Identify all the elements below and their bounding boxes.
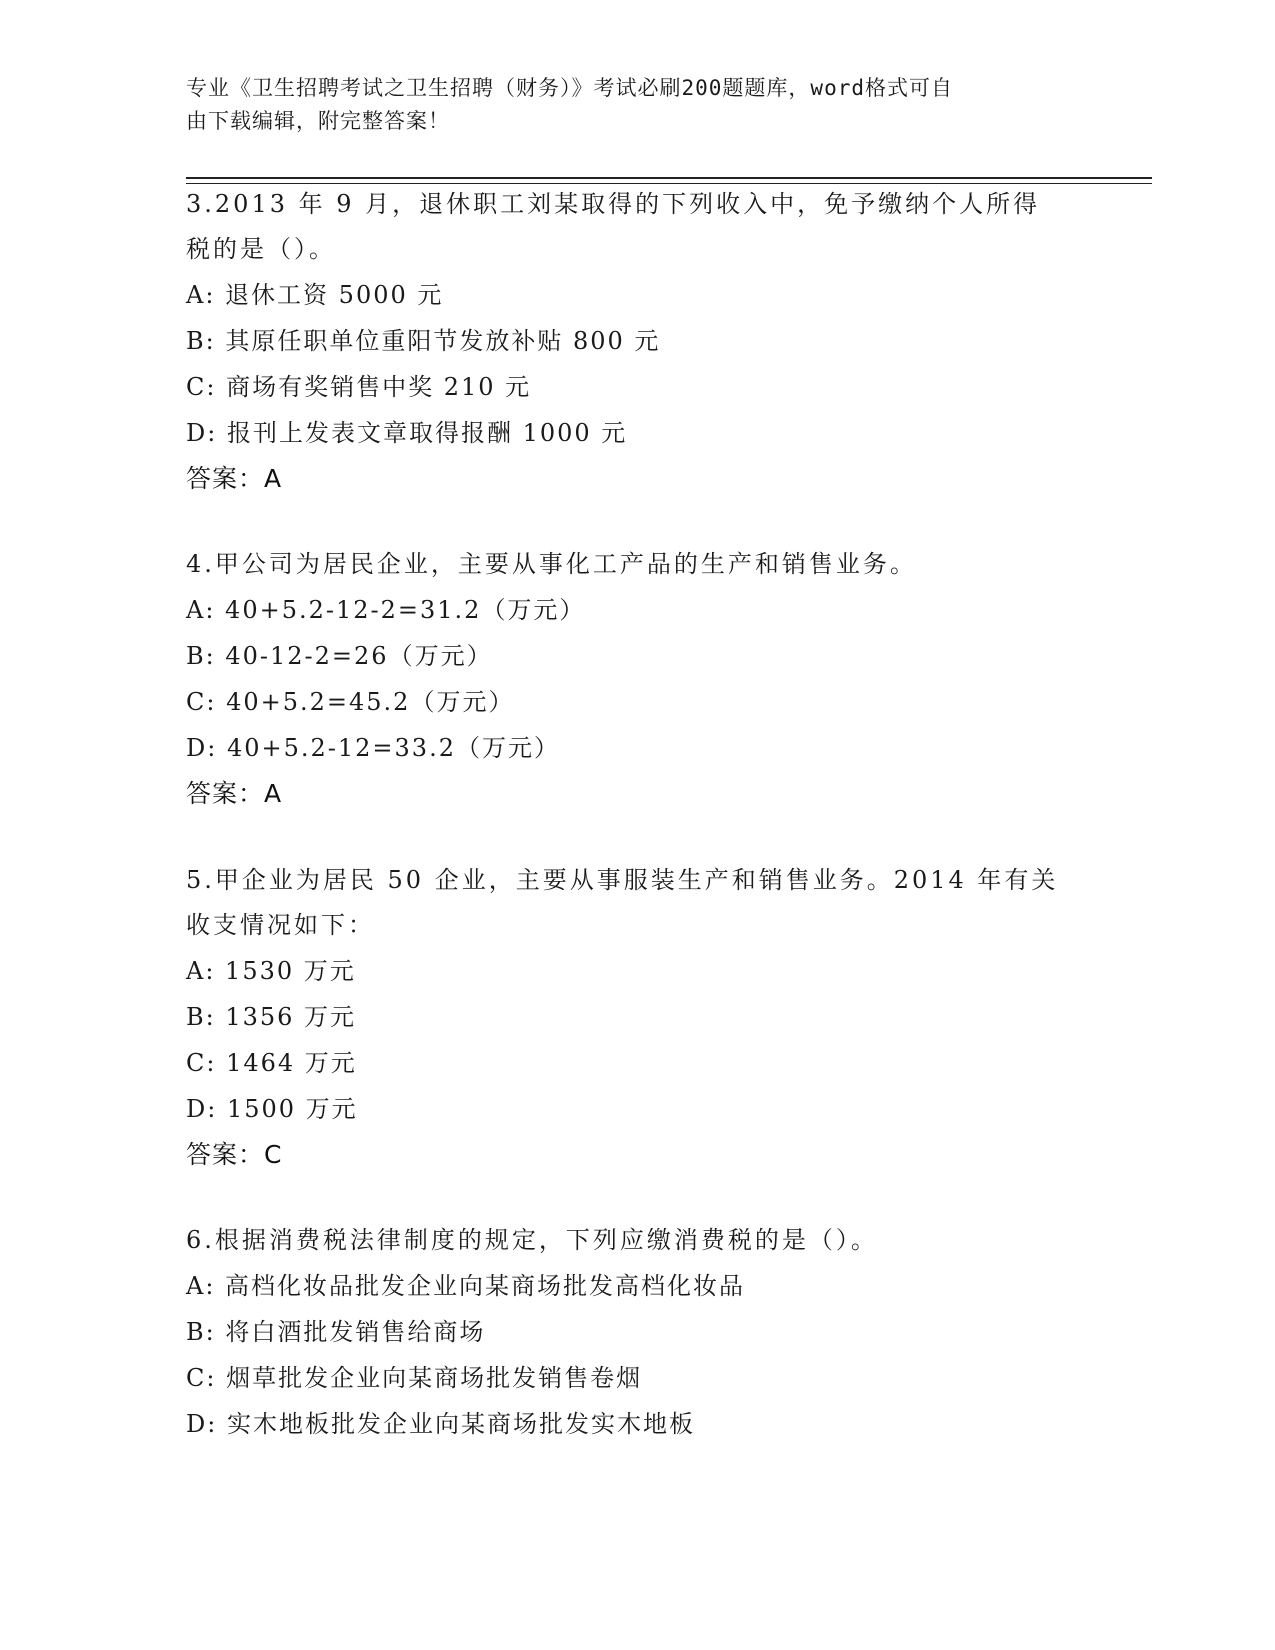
answer: 答案：C bbox=[186, 1140, 283, 1169]
option-a: A: 高档化妆品批发企业向某商场批发高档化妆品 bbox=[186, 1272, 746, 1300]
question-stem: 3.2013 年 9 月，退休职工刘某取得的下列收入中，免予缴纳个人所得 bbox=[186, 190, 1041, 218]
option-d: D: 1500 万元 bbox=[186, 1095, 358, 1123]
question-4 bbox=[186, 542, 1086, 817]
question-stem-continued: 税的是（）。 bbox=[186, 235, 336, 263]
option-d: D: 40+5.2-12=33.2（万元） bbox=[186, 734, 560, 762]
header-line-1: 专业《卫生招聘考试之卫生招聘（财务）》考试必刷200题题库，word格式可自 bbox=[186, 76, 953, 100]
question-stem-continued: 收支情况如下： bbox=[186, 911, 375, 939]
document-header bbox=[186, 72, 1086, 138]
question-stem: 4.甲公司为居民企业，主要从事化工产品的生产和销售业务。 bbox=[186, 550, 917, 578]
option-b: B: 其原任职单位重阳节发放补贴 800 元 bbox=[186, 327, 661, 355]
option-d: D: 报刊上发表文章取得报酬 1000 元 bbox=[186, 419, 628, 447]
option-a: A: 1530 万元 bbox=[186, 957, 356, 985]
option-a: A: 退休工资 5000 元 bbox=[186, 281, 444, 309]
question-6 bbox=[186, 1218, 1086, 1447]
header-divider-thick bbox=[186, 177, 1152, 179]
question-stem: 5.甲企业为居民 50 企业，主要从事服装生产和销售业务。2014 年有关 bbox=[186, 866, 1059, 894]
option-c: C: 烟草批发企业向某商场批发销售卷烟 bbox=[186, 1364, 643, 1392]
option-b: B: 1356 万元 bbox=[186, 1003, 357, 1031]
option-b: B: 将白酒批发销售给商场 bbox=[186, 1318, 486, 1346]
question-stem: 6.根据消费税法律制度的规定，下列应缴消费税的是（）。 bbox=[186, 1226, 878, 1254]
option-c: C: 40+5.2=45.2（万元） bbox=[186, 688, 515, 716]
option-d: D: 实木地板批发企业向某商场批发实木地板 bbox=[186, 1410, 695, 1438]
answer: 答案：A bbox=[186, 464, 283, 493]
option-c: C: 1464 万元 bbox=[186, 1049, 357, 1077]
option-c: C: 商场有奖销售中奖 210 元 bbox=[186, 373, 532, 401]
question-5 bbox=[186, 858, 1086, 1178]
answer: 答案：A bbox=[186, 779, 283, 808]
option-b: B: 40-12-2=26（万元） bbox=[186, 642, 493, 670]
question-3 bbox=[186, 182, 1086, 502]
option-a: A: 40+5.2-12-2=31.2（万元） bbox=[186, 596, 586, 624]
header-line-2: 由下载编辑，附完整答案！ bbox=[186, 109, 450, 133]
